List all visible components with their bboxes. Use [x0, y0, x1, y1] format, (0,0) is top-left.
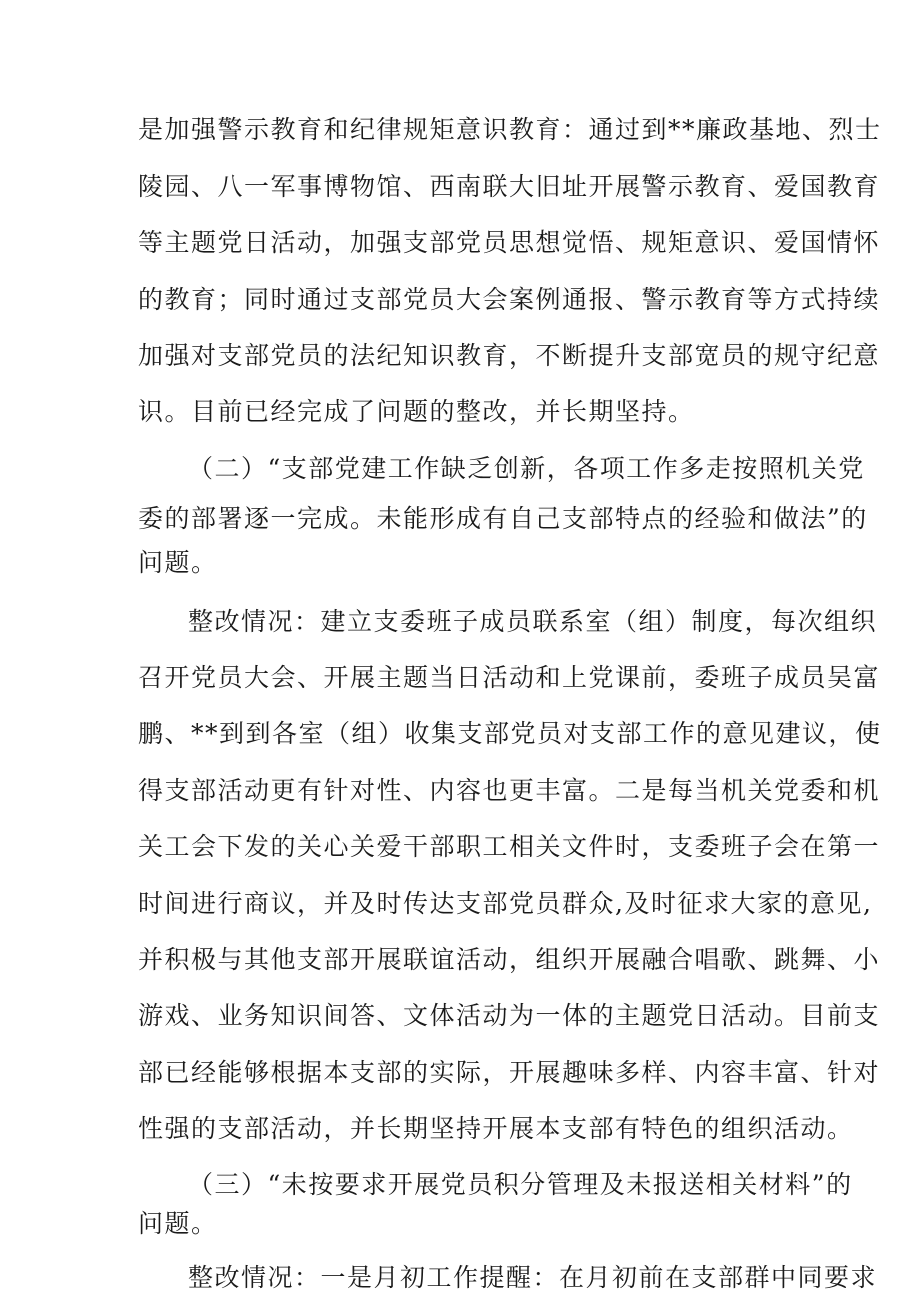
body-text-line: 识。目前已经完成了问题的整改，并长期坚持。: [138, 397, 695, 426]
body-text-line: 召开党员大会、开展主题当日活动和上党课前，委班子成员吴富: [138, 663, 881, 692]
section-heading-line: 问题。: [138, 548, 218, 577]
body-text-line: 整改情况：一是月初工作提醒：在月初前在支部群中同要求: [188, 1263, 878, 1292]
section-heading-line: 问题。: [138, 1209, 218, 1238]
body-text-line: 时间进行商议，并及时传达支部党员群众,及时征求大家的意见,: [138, 889, 873, 918]
body-text-line: 加强对支部党员的法纪知识教育，不断提升支部宽员的规守纪意: [138, 341, 881, 370]
body-text-line: 关工会下发的关心关爱干部职工相关文件时，支委班子会在第一: [138, 832, 881, 861]
body-text-line: 整改情况：建立支委班子成员联系室（组）制度，每次组织: [188, 607, 878, 636]
body-text-line: 等主题党日活动，加强支部党员思想觉悟、规矩意识、爱国情怀: [138, 228, 881, 257]
section-heading-line: 委的部署逐一完成。未能形成有自己支部特点的经验和做法”的: [138, 504, 868, 533]
body-text-line: 鹏、**到到各室（组）收集支部党员对支部工作的意见建议，使: [138, 719, 882, 748]
body-text-line: 部已经能够根据本支部的实际，开展趣味多样、内容丰富、针对: [138, 1058, 881, 1087]
body-text-line: 并积极与其他支部开展联谊活动，组织开展融合唱歌、跳舞、小: [138, 945, 881, 974]
body-text-line: 性强的支部活动，并长期坚持开展本支部有特色的组织活动。: [138, 1114, 854, 1143]
body-text-line: 是加强警示教育和纪律规矩意识教育：通过到**廉政基地、烈士: [138, 115, 882, 144]
body-text-line: 游戏、业务知识间答、文体活动为一体的主题党日活动。目前支: [138, 1001, 881, 1030]
section-heading-line: （二）“支部党建工作缺乏创新，各项工作多走按照机关党: [188, 454, 865, 483]
body-text-line: 陵园、八一军事博物馆、西南联大旧址开展警示教育、爱国教育: [138, 172, 881, 201]
body-text-line: 得支部活动更有针对性、内容也更丰富。二是每当机关党委和机: [138, 776, 881, 805]
section-heading-line: （三）“未按要求开展党员积分管理及未报送相关材料”的: [188, 1170, 853, 1199]
body-text-line: 的教育；同时通过支部党员大会案例通报、警示教育等方式持续: [138, 285, 881, 314]
